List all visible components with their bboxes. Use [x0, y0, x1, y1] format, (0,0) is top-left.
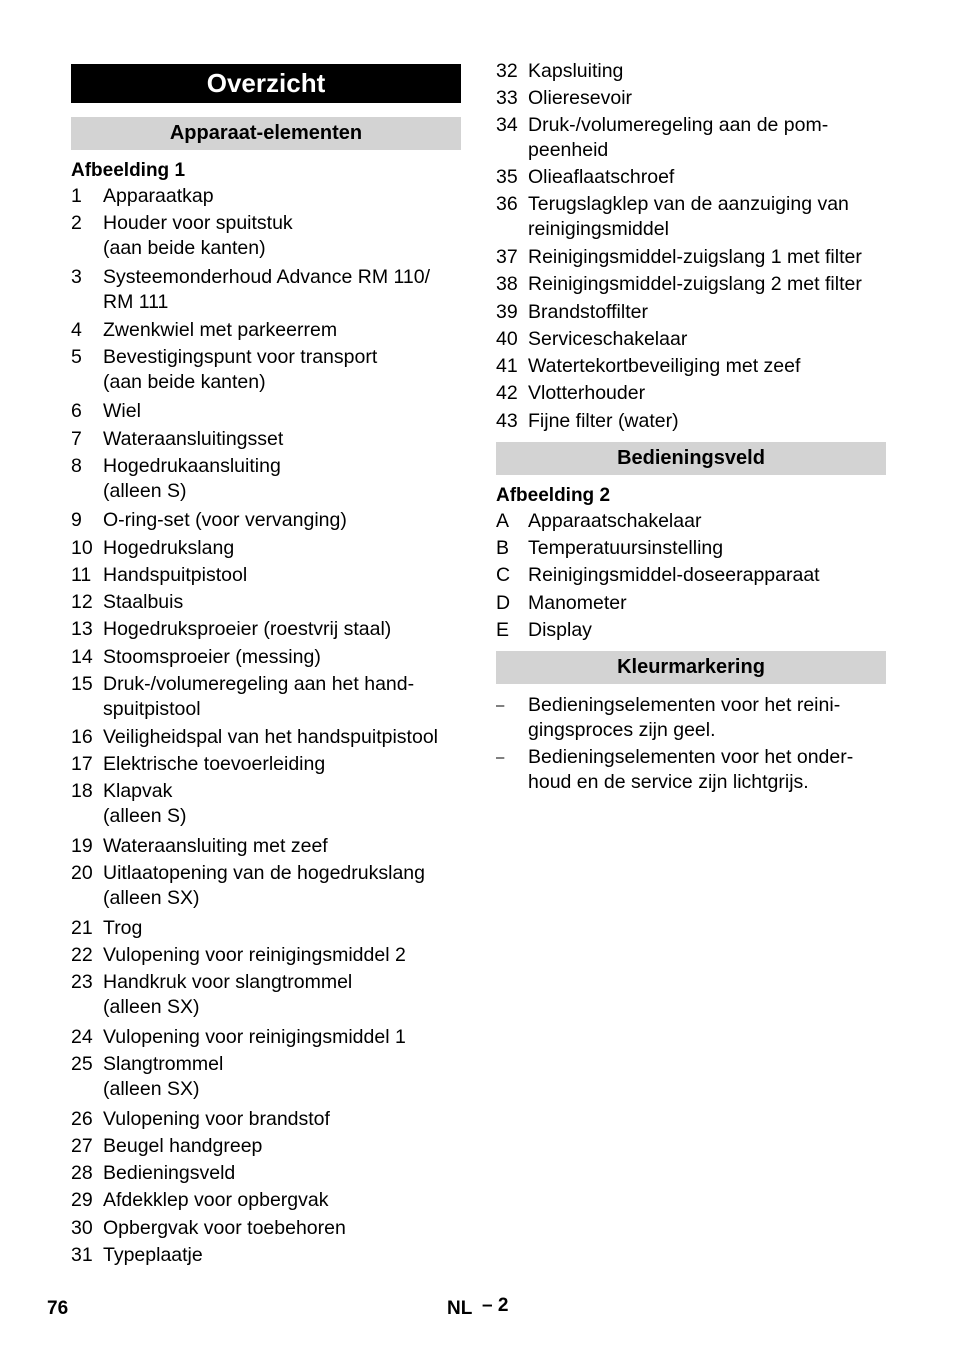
section-heading-colors: Kleurmarkering	[496, 651, 886, 684]
item-text-line: (aan beide kanten)	[103, 237, 266, 259]
item-number: 2	[71, 212, 82, 234]
item-text-line: (aan beide kanten)	[103, 371, 266, 393]
item-text-line: Druk-/volumeregeling aan het hand-	[103, 673, 415, 695]
item-text-line: Handspuitpistool	[103, 564, 248, 586]
section-heading-elements: Apparaat-elementen	[71, 117, 461, 150]
item-text	[528, 409, 888, 434]
item-text	[103, 563, 463, 588]
item-number: 33	[496, 87, 518, 109]
item-text	[103, 1188, 463, 1213]
item-number: 21	[71, 917, 93, 939]
item-text-line: Wateraansluiting met zeef	[103, 835, 328, 857]
item-text-line: Brandstoffilter	[528, 301, 648, 323]
bullet-dash: –	[496, 697, 505, 714]
item-text	[103, 752, 463, 777]
item-text	[103, 590, 463, 615]
item-number: E	[496, 619, 510, 641]
item-text	[103, 184, 463, 209]
item-text-line: spuitpistool	[103, 698, 201, 720]
item-text	[103, 427, 463, 452]
item-number: 20	[71, 862, 93, 884]
item-text-line: Terugslagklep van de aanzuiging van	[528, 193, 849, 215]
item-text-line: Wateraansluitingsset	[103, 428, 284, 450]
item-text	[528, 591, 888, 616]
item-text-line: reinigingsmiddel	[528, 218, 669, 240]
item-number: 32	[496, 60, 518, 82]
item-text-line: (alleen S)	[103, 480, 187, 502]
item-text	[103, 1216, 463, 1241]
item-number: 28	[71, 1162, 93, 1184]
item-text	[103, 345, 463, 395]
item-number: 25	[71, 1053, 93, 1075]
item-text-line: Vlotterhouder	[528, 382, 646, 404]
item-text	[103, 1161, 463, 1186]
item-text-line: Bedieningselementen voor het onder-	[528, 746, 854, 768]
item-text-line: Houder voor spuitstuk	[103, 212, 293, 234]
item-text-line: Klapvak	[103, 780, 173, 802]
item-text-line: Apparaatschakelaar	[528, 510, 702, 532]
item-text	[528, 563, 888, 588]
item-text-line: Zwenkwiel met parkeerrem	[103, 319, 338, 341]
item-number: 40	[496, 328, 518, 350]
item-number: 7	[71, 428, 82, 450]
item-number: 26	[71, 1108, 93, 1130]
item-text-line: Vulopening voor reinigingsmiddel 1	[103, 1026, 406, 1048]
item-text	[103, 672, 463, 722]
item-text	[528, 86, 888, 111]
item-text-line: Temperatuursinstelling	[528, 537, 724, 559]
item-number: 36	[496, 193, 518, 215]
item-text	[103, 916, 463, 941]
item-text-line: Stoomsproeier (messing)	[103, 646, 321, 668]
item-text-line: Apparaatkap	[103, 185, 214, 207]
item-text-line: Trog	[103, 917, 143, 939]
item-text	[528, 381, 888, 406]
item-text	[528, 300, 888, 325]
item-text	[103, 645, 463, 670]
item-text-line: Hogedruksproeier (roestvrij staal)	[103, 618, 392, 640]
item-text	[103, 1107, 463, 1132]
item-text-line: houd en de service zijn lichtgrijs.	[528, 771, 809, 793]
item-text-line: Systeemonderhoud Advance RM 110/	[103, 266, 431, 288]
item-number: 4	[71, 319, 82, 341]
page-title: Overzicht	[71, 64, 461, 103]
item-number: 37	[496, 246, 518, 268]
item-text	[528, 693, 888, 743]
item-number: 42	[496, 382, 518, 404]
item-text	[528, 59, 888, 84]
item-text-line: Bevestigingspunt voor transport	[103, 346, 378, 368]
sub-page-number: – 2	[482, 1295, 509, 1316]
item-text-line: Reinigingsmiddel-zuigslang 1 met filter	[528, 246, 862, 268]
item-text	[103, 861, 463, 911]
item-number: 12	[71, 591, 93, 613]
item-number: A	[496, 510, 510, 532]
item-number: 10	[71, 537, 93, 559]
item-text-line: (alleen SX)	[103, 996, 200, 1018]
item-text	[103, 536, 463, 561]
item-number: 15	[71, 673, 93, 695]
item-text	[103, 779, 463, 829]
item-text	[103, 725, 463, 750]
item-text	[103, 454, 463, 504]
item-number: 41	[496, 355, 518, 377]
item-text-line: Reinigingsmiddel-doseerapparaat	[528, 564, 820, 586]
item-text	[528, 354, 888, 379]
item-number: C	[496, 564, 511, 586]
item-number: 5	[71, 346, 82, 368]
item-number: 13	[71, 618, 93, 640]
item-text-line: Uitlaatopening van de hogedrukslang	[103, 862, 425, 884]
item-text-line: Olieaflaatschroef	[528, 166, 675, 188]
item-text	[103, 508, 463, 533]
item-number: 9	[71, 509, 82, 531]
item-text	[528, 245, 888, 270]
item-number: 31	[71, 1244, 93, 1266]
figure-label-1: Afbeelding 1	[71, 160, 186, 181]
item-number: 18	[71, 780, 93, 802]
item-number: 30	[71, 1217, 93, 1239]
item-text	[103, 834, 463, 859]
item-text-line: Elektrische toevoerleiding	[103, 753, 326, 775]
item-number: 22	[71, 944, 93, 966]
item-text-line: Watertekortbeveiliging met zeef	[528, 355, 801, 377]
item-text-line: Vulopening voor brandstof	[103, 1108, 330, 1130]
item-number: 19	[71, 835, 93, 857]
item-text-line: Afdekklep voor opbergvak	[103, 1189, 329, 1211]
item-text-line: Vulopening voor reinigingsmiddel 2	[103, 944, 406, 966]
item-text-line: Fijne filter (water)	[528, 410, 679, 432]
item-text	[103, 1052, 463, 1102]
item-text-line: Druk-/volumeregeling aan de pom-	[528, 114, 829, 136]
item-text-line: Kapsluiting	[528, 60, 624, 82]
item-text-line: Slangtrommel	[103, 1053, 224, 1075]
item-text	[528, 745, 888, 795]
item-number: 29	[71, 1189, 93, 1211]
item-text	[103, 1243, 463, 1268]
item-text-line: (alleen S)	[103, 805, 187, 827]
item-number: 1	[71, 185, 82, 207]
section-heading-panel: Bedieningsveld	[496, 442, 886, 475]
item-text-line: Beugel handgreep	[103, 1135, 263, 1157]
item-text	[103, 211, 463, 261]
item-text-line: Staalbuis	[103, 591, 184, 613]
item-number: 11	[71, 564, 92, 586]
language-code: NL	[447, 1298, 473, 1319]
item-text	[103, 943, 463, 968]
item-text-line: gingsproces zijn geel.	[528, 719, 716, 741]
item-text-line: (alleen SX)	[103, 887, 200, 909]
item-number: 38	[496, 273, 518, 295]
item-text-line: Hogedrukaansluiting	[103, 455, 281, 477]
item-text-line: Hogedrukslang	[103, 537, 235, 559]
item-text	[103, 617, 463, 642]
item-text-line: Opbergvak voor toebehoren	[103, 1217, 346, 1239]
item-number: 24	[71, 1026, 93, 1048]
page-number: 76	[47, 1298, 69, 1319]
item-text	[528, 509, 888, 534]
item-text	[103, 399, 463, 424]
item-text-line: (alleen SX)	[103, 1078, 200, 1100]
item-number: B	[496, 537, 510, 559]
item-number: 34	[496, 114, 518, 136]
item-text	[528, 192, 888, 242]
bullet-dash: –	[496, 749, 505, 766]
item-text-line: Serviceschakelaar	[528, 328, 688, 350]
item-text-line: RM 111	[103, 291, 169, 313]
item-text	[528, 327, 888, 352]
item-number: 3	[71, 266, 82, 288]
item-number: 27	[71, 1135, 93, 1157]
item-text	[103, 970, 463, 1020]
item-text-line: Bedieningsveld	[103, 1162, 236, 1184]
item-number: 17	[71, 753, 93, 775]
item-text-line: O-ring-set (voor vervanging)	[103, 509, 347, 531]
item-text	[103, 265, 463, 315]
item-number: D	[496, 592, 511, 614]
item-number: 6	[71, 400, 82, 422]
item-text-line: Olieresevoir	[528, 87, 633, 109]
figure-label-2: Afbeelding 2	[496, 485, 611, 506]
item-text	[103, 1025, 463, 1050]
item-text	[528, 165, 888, 190]
item-text	[103, 1134, 463, 1159]
item-number: 16	[71, 726, 93, 748]
item-number: 23	[71, 971, 93, 993]
item-number: 35	[496, 166, 518, 188]
item-text-line: Typeplaatje	[103, 1244, 203, 1266]
item-text-line: Handkruk voor slangtrommel	[103, 971, 353, 993]
item-text	[528, 272, 888, 297]
item-number: 8	[71, 455, 82, 477]
item-number: 39	[496, 301, 518, 323]
item-text-line: Manometer	[528, 592, 627, 614]
item-text	[528, 113, 888, 163]
item-text-line: peenheid	[528, 139, 609, 161]
item-number: 43	[496, 410, 518, 432]
item-text	[528, 536, 888, 561]
item-number: 14	[71, 646, 93, 668]
item-text-line: Bedieningselementen voor het reini-	[528, 694, 841, 716]
item-text-line: Reinigingsmiddel-zuigslang 2 met filter	[528, 273, 862, 295]
item-text	[103, 318, 463, 343]
item-text-line: Veiligheidspal van het handspuitpistool	[103, 726, 438, 748]
item-text	[528, 618, 888, 643]
item-text-line: Wiel	[103, 400, 141, 422]
item-text-line: Display	[528, 619, 592, 641]
